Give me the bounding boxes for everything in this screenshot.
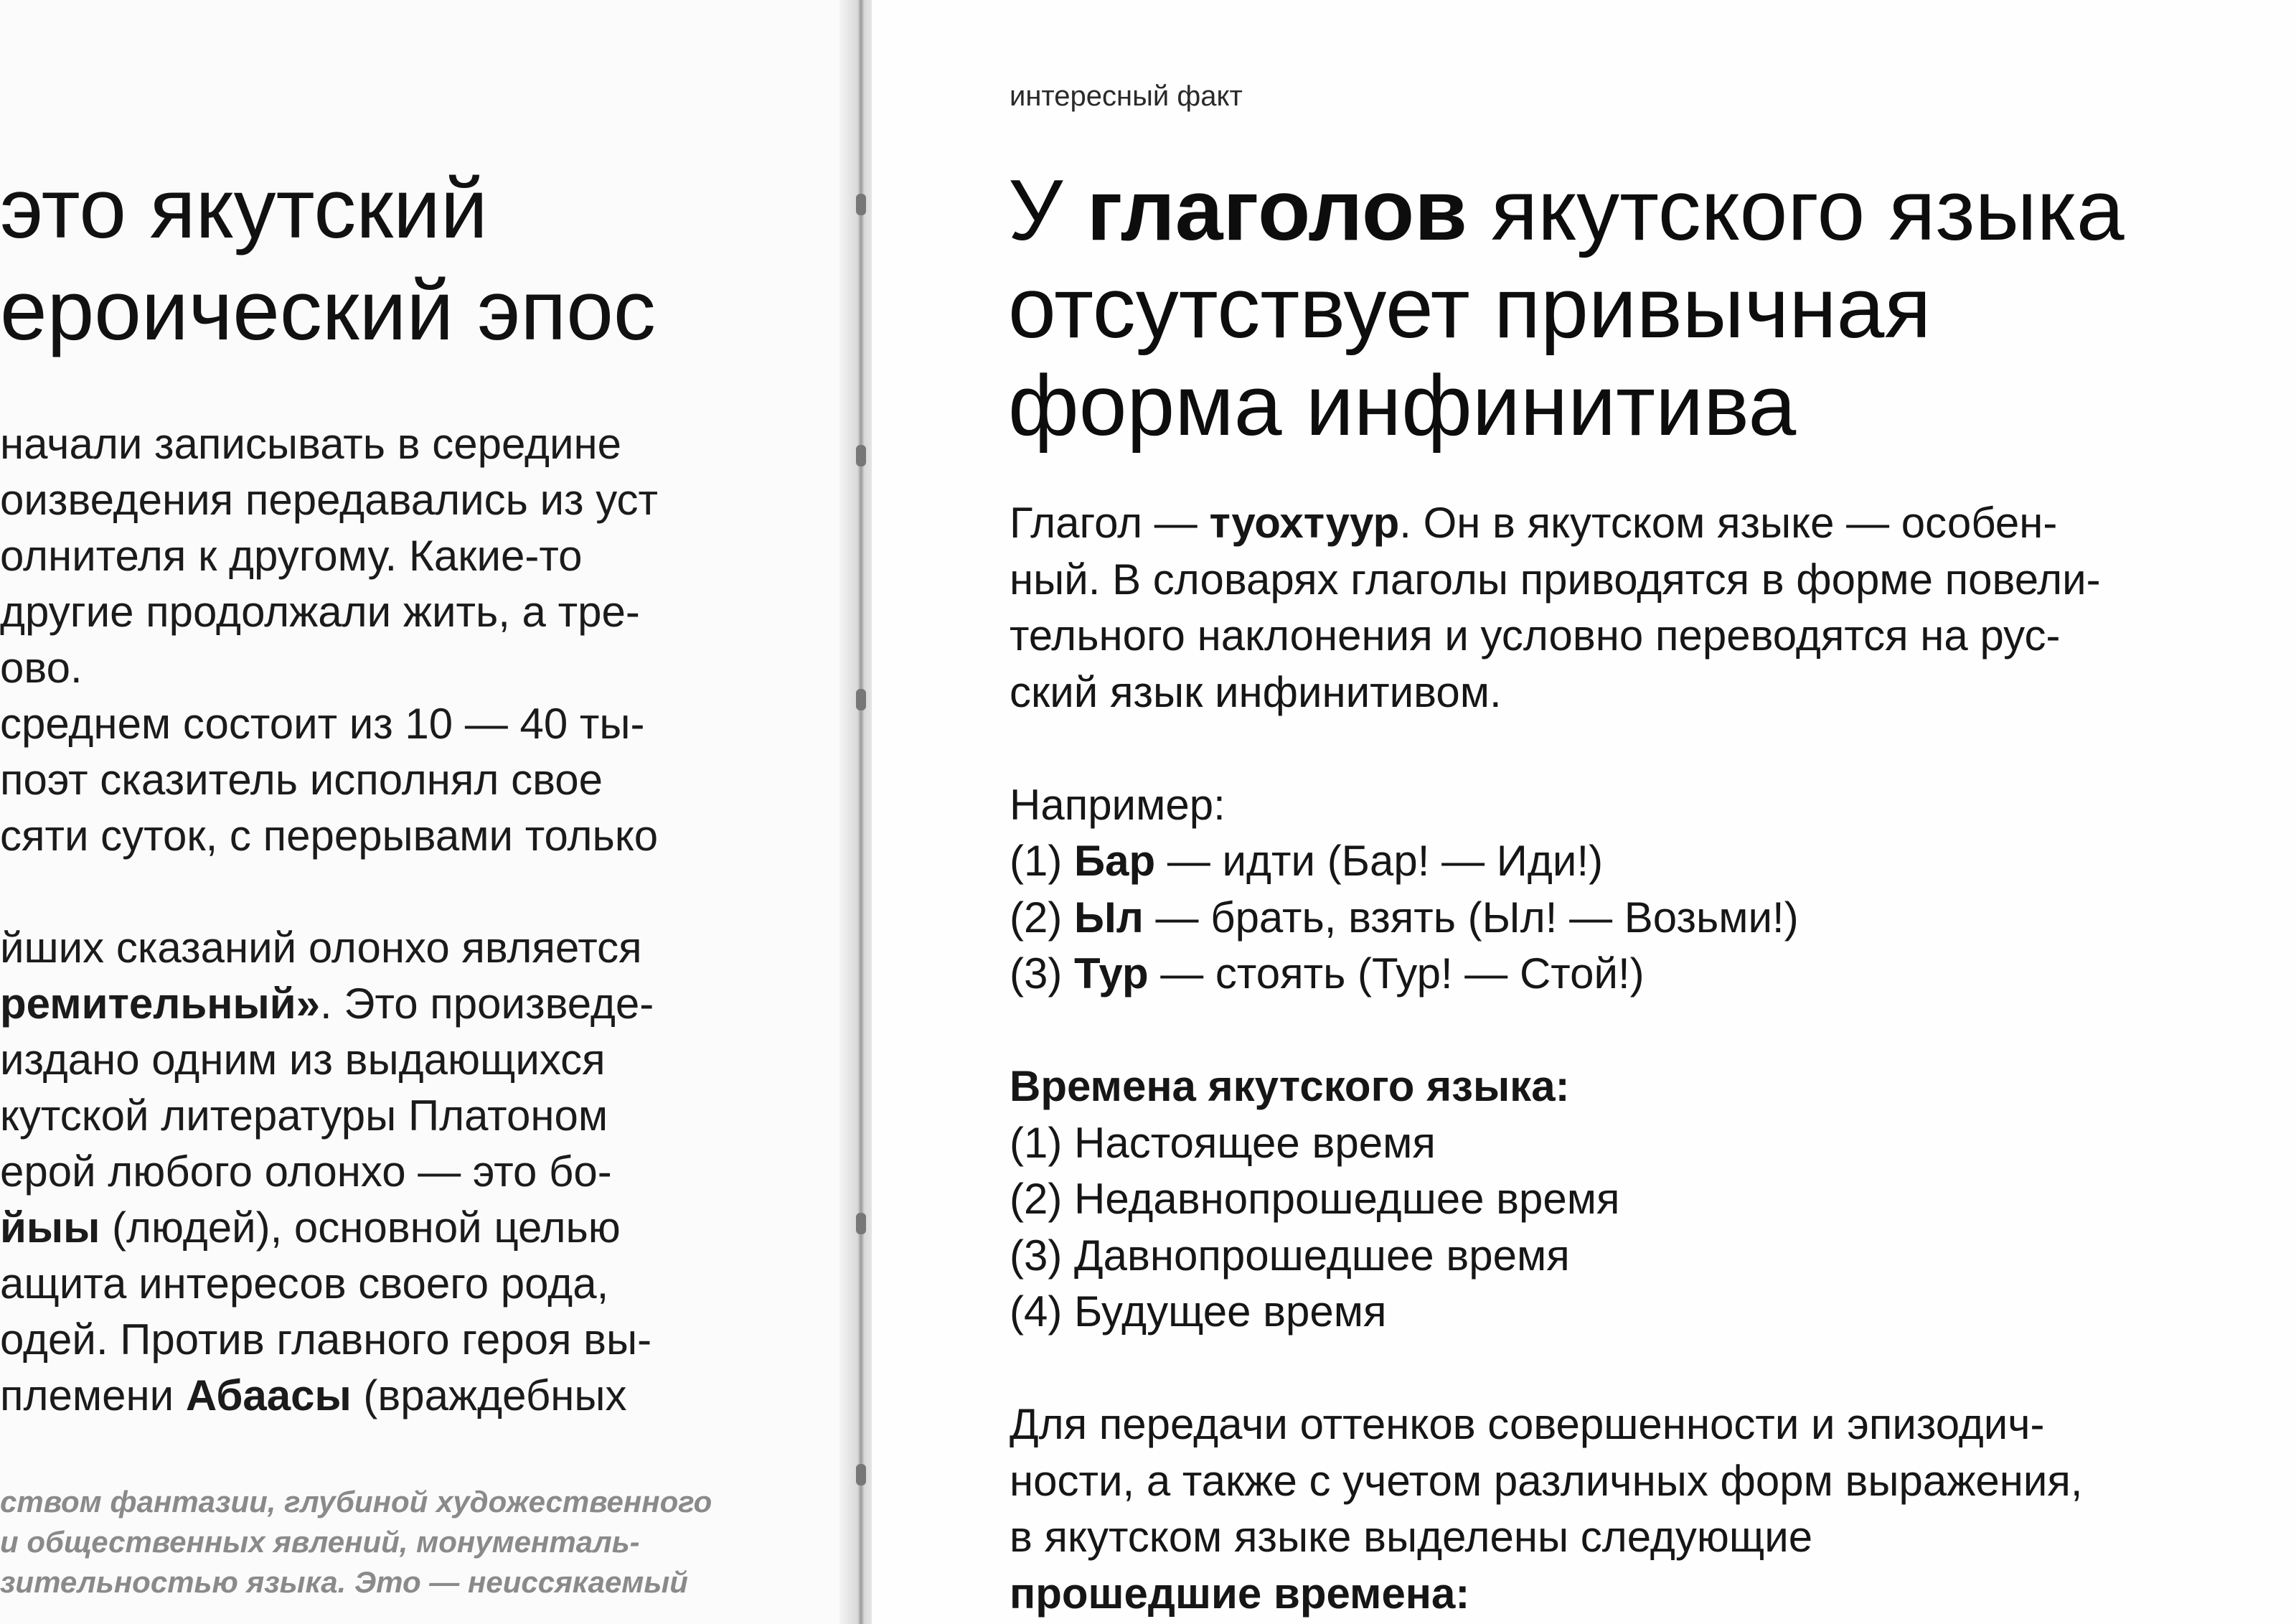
body-line: другие продолжали жить, а тре-	[0, 588, 640, 636]
body-line: ский язык инфинитивом.	[1010, 667, 1502, 716]
tense-item: (4) Будущее время	[1010, 1287, 1387, 1336]
left-title-line: это якутский	[0, 161, 488, 256]
title-text: У	[1008, 162, 1087, 258]
paragraph-gap	[0, 864, 825, 920]
title-line: отсутствует привычная	[1008, 260, 1932, 356]
body-line: ности, а также с учетом различных форм выражения,	[1010, 1456, 2083, 1505]
bold-term: ремительный»	[0, 980, 320, 1028]
binding-stitch	[856, 689, 866, 710]
body-line	[0, 1368, 825, 1424]
example-translation: — брать, взять (Ыл! — Возьми!)	[1143, 893, 1799, 942]
left-title-line: ероический эпос	[0, 263, 656, 358]
right-page-body	[1010, 495, 2287, 1622]
right-page-title	[1008, 161, 2125, 454]
quote-line: зительностью языка. Это — неиссякаемый	[0, 1565, 688, 1599]
examples-heading: Например:	[1010, 780, 1225, 829]
body-line: ный. В словарях глаголы приводятся в форме повели-	[1010, 555, 2101, 604]
example-word: Бар	[1074, 837, 1156, 885]
body-line: сяти суток, с перерывами только	[0, 812, 659, 860]
quote-line: ством фантазии, глубиной художественного	[0, 1485, 712, 1519]
body-line	[1010, 1566, 2287, 1623]
body-text: . Это произведе-	[320, 980, 654, 1028]
title-text: якутского языка	[1467, 162, 2125, 258]
body-line: тельного наклонения и условно переводятся на рус-	[1010, 611, 2061, 660]
body-line: в якутском языке выделены следующие	[1010, 1513, 1813, 1561]
body-line: ащита интересов своего рода,	[0, 1259, 609, 1308]
binding-stitch	[856, 445, 866, 466]
binding-stitch	[856, 194, 866, 215]
title-line: форма инфинитива	[1008, 357, 1797, 454]
bold-term: туохтуур	[1209, 499, 1400, 547]
paragraph-gap	[1010, 721, 2287, 777]
body-line: йших сказаний олонхо является	[0, 924, 642, 972]
body-line	[0, 976, 825, 1032]
tense-item: (2) Недавнопрошедшее время	[1010, 1175, 1620, 1223]
example-translation: — идти (Бар! — Иди!)	[1155, 837, 1604, 885]
bold-term: прошедшие времена:	[1010, 1569, 1470, 1618]
body-line: Для передачи оттенков совершенности и эпизодич-	[1010, 1400, 2045, 1448]
example-translation: — стоять (Тур! — Стой!)	[1148, 949, 1645, 998]
body-line: поэт сказитель исполнял свое	[0, 756, 603, 804]
section-eyebrow: интересный факт	[1010, 80, 1243, 112]
left-page-body	[0, 416, 825, 1424]
body-line: ово.	[0, 644, 83, 692]
body-text: племени	[0, 1371, 186, 1419]
pull-quote	[0, 1482, 825, 1602]
example-item	[1010, 833, 2287, 890]
title-line	[1008, 161, 2125, 259]
bold-term: Абаасы	[185, 1371, 352, 1419]
example-number: (1)	[1010, 837, 1074, 885]
example-word: Тур	[1074, 949, 1149, 998]
binding-stitch	[856, 1464, 866, 1485]
body-text: . Он в якутском языке — особен-	[1399, 499, 2058, 547]
binding-stitch	[856, 1213, 866, 1234]
tense-item: (1) Настоящее время	[1010, 1118, 1436, 1167]
tense-item: (3) Давнопрошедшее время	[1010, 1231, 1570, 1280]
left-page-title	[0, 158, 656, 362]
body-line	[0, 1200, 825, 1256]
title-bold-term: глаголов	[1086, 162, 1467, 258]
quote-line: и общественных явлений, монументаль-	[0, 1525, 640, 1559]
example-number: (3)	[1010, 949, 1074, 998]
paragraph-gap	[1010, 1341, 2287, 1397]
paragraph-gap	[1010, 1003, 2287, 1059]
body-text: (враждебных	[351, 1371, 627, 1419]
example-item	[1010, 890, 2287, 947]
example-number: (2)	[1010, 893, 1074, 942]
body-line: среднем состоит из 10 — 40 ты-	[0, 700, 645, 748]
body-line: олнителя к другому. Какие-то	[0, 532, 583, 580]
body-text: Глагол —	[1010, 499, 1210, 547]
body-line: начали записывать в середине	[0, 420, 622, 468]
example-word: Ыл	[1074, 893, 1144, 942]
body-line: издано одним из выдающихся	[0, 1036, 606, 1084]
body-line: ерой любого олонхо — это бо-	[0, 1147, 612, 1196]
body-line: кутской литературы Платоном	[0, 1092, 608, 1140]
tenses-heading	[1010, 1059, 2287, 1115]
body-text: (людей), основной целью	[100, 1203, 621, 1252]
body-line: оизведения передавались из уст	[0, 476, 659, 524]
body-line: одей. Против главного героя вы-	[0, 1315, 652, 1363]
example-item	[1010, 946, 2287, 1003]
left-page	[0, 0, 850, 1624]
bold-term: йыы	[0, 1203, 100, 1252]
body-line	[1010, 495, 2287, 552]
tenses-heading-text: Времена якутского языка:	[1010, 1062, 1570, 1110]
